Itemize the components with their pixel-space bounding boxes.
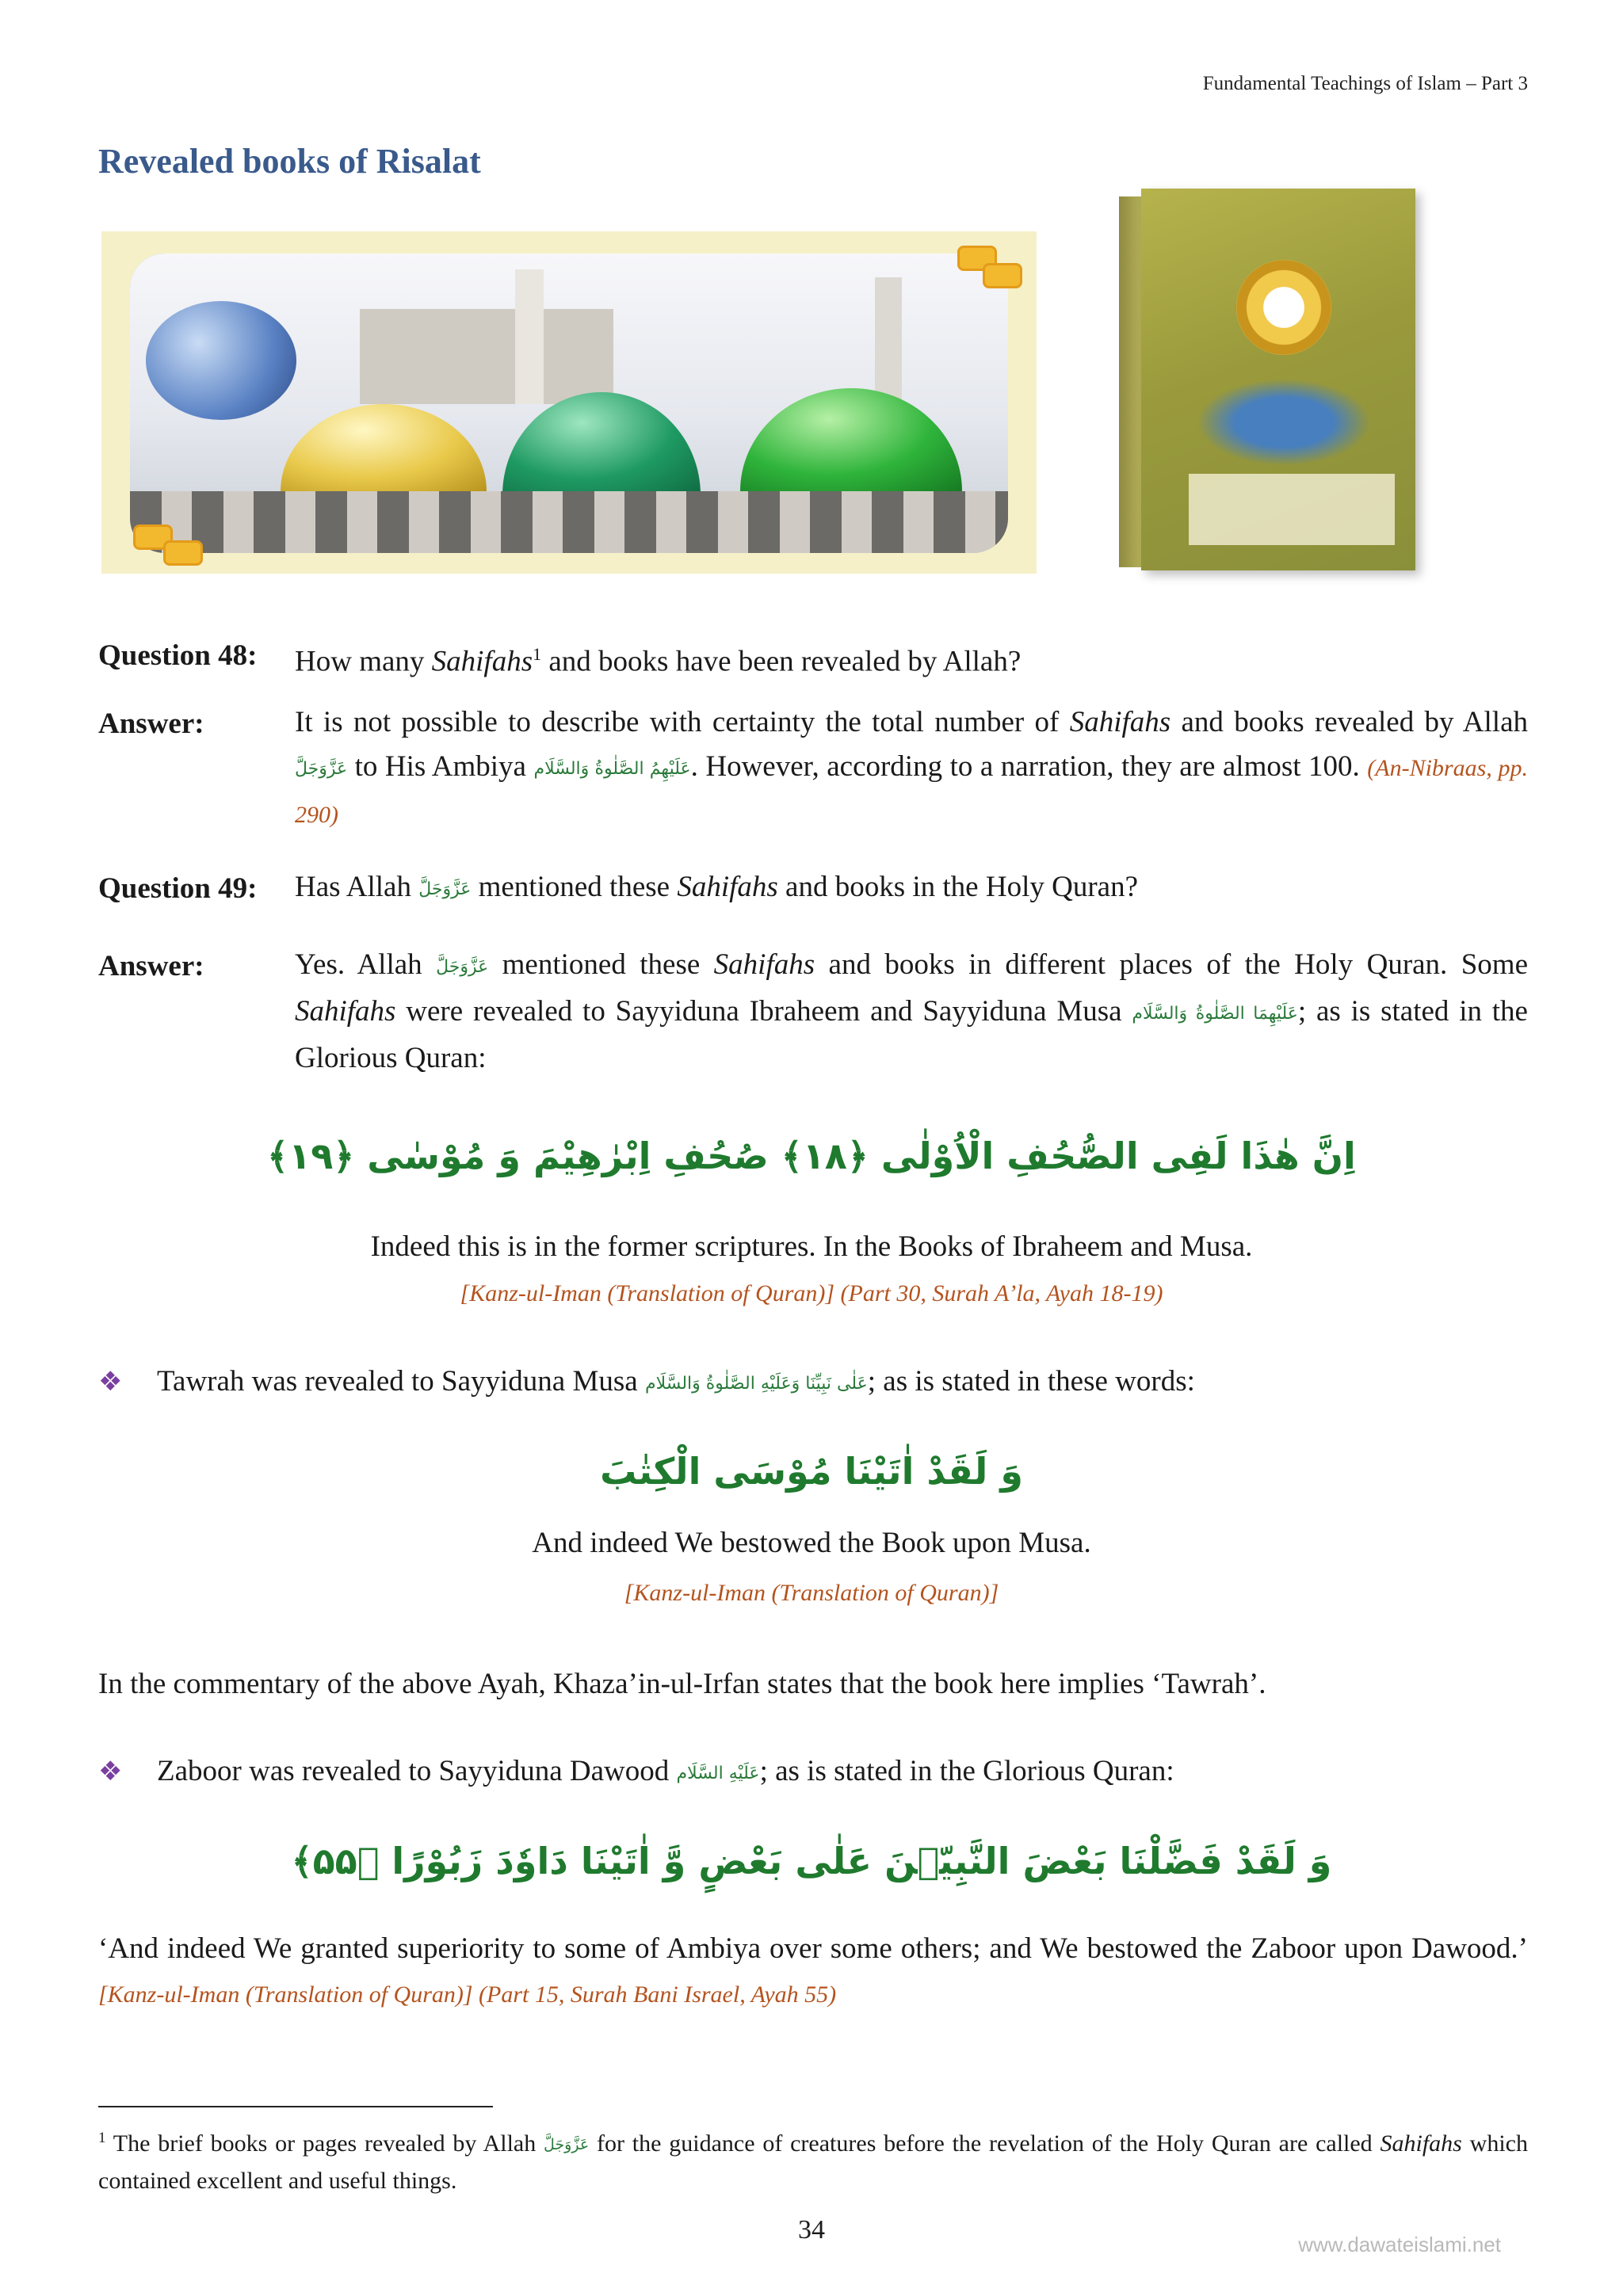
bullet-tawrah: Tawrah was revealed to Sayyiduna Musa عَلٰى نَبِیِّنَا وَعَلَیْهِ الصَّلٰوةُ وَالسَّلَام; as is stated in these words: bbox=[157, 1365, 1195, 1398]
honorific: عَزَّوَجَلَّ bbox=[418, 879, 472, 899]
verse-1-reference: [Kanz-ul-Iman (Translation of Quran)] (Part 30, Surah A’la, Ayah 18-19) bbox=[460, 1280, 1163, 1306]
question-49-label: Question 49: bbox=[98, 872, 258, 905]
verse-3-reference: [Kanz-ul-Iman (Translation of Quran)] (Part 15, Surah Bani Israel, Ayah 55) bbox=[98, 1981, 837, 2008]
answer-49-label: Answer: bbox=[98, 950, 204, 982]
question-48-text: How many Sahifahs$^1$ and books have been revealed by Allah? bbox=[295, 644, 1022, 678]
section-title: Revealed books of Risalat bbox=[98, 142, 481, 181]
verse-2-translation: And indeed We bestowed the Book upon Musa. bbox=[532, 1527, 1091, 1559]
verse-3-translation: ‘And indeed We granted superiority to some of Ambiya over some others; and We bestowed the Zaboor upon Dawood.’ [Kanz-ul-Iman (Translation of Quran)] (Part 15, Surah Bani Israel, Ayah 55) bbox=[98, 1932, 1528, 2008]
arches bbox=[130, 491, 1008, 553]
answer-48-text: It is not possible to describe with certainty the total number of Sahifahs and books revealed by Allah عَزَّوَجَلَّ to His Ambiya عَلَيْهِمُ الصَّلٰوةُ وَالسَّلَام. However, according to a narration, they are almost 100. (An-Nibraas, pp. 290) bbox=[295, 706, 1529, 828]
quran-verse-2: وَ لَقَدْ اٰتَیْنَا مُوْسَى الْكِتٰبَ bbox=[600, 1450, 1023, 1493]
honorific: عَلَيْهِمَا الصَّلٰوةُ وَالسَّلَام bbox=[1132, 1004, 1298, 1024]
answer-48-label: Answer: bbox=[98, 707, 204, 740]
question-49-text: Has Allah عَزَّوَجَلَّ mentioned these Sahifahs and books in the Holy Quran? bbox=[295, 871, 1138, 903]
quran-verse-3: وَ لَقَدْ فَضَّلْنَا بَعْضَ النَّبِیّٖنَ عَلٰى بَعْضٍ وَّ اٰتَیْنَا دَاوٗدَ زَبُوْرًا ﴿۵۵﴾ bbox=[291, 1840, 1332, 1882]
footnote-divider bbox=[98, 2106, 493, 2107]
book-cover-image bbox=[1119, 189, 1417, 570]
question-48-label: Question 48: bbox=[98, 639, 258, 672]
verse-2-reference: [Kanz-ul-Iman (Translation of Quran)] bbox=[624, 1580, 999, 1606]
honorific: عَلَيْهِ السَّلَام bbox=[676, 1764, 760, 1783]
honorific: عَلَيْهِمُ الصَّلٰوةُ وَالسَّلَام bbox=[533, 759, 691, 779]
honorific: عَزَّوَجَلَّ bbox=[295, 759, 348, 779]
verse-1-translation: Indeed this is in the former scriptures. In the Books of Ibraheem and Musa. bbox=[370, 1230, 1253, 1263]
reference: (An-Nibraas, pp. 290) bbox=[295, 755, 1529, 828]
bullet-icon: ❖ bbox=[98, 1756, 123, 1787]
watermark: www.dawateislami.net bbox=[1298, 2233, 1501, 2256]
book-seal-emblem bbox=[1236, 260, 1331, 355]
honorific: عَلٰى نَبِیِّنَا وَعَلَیْهِ الصَّلٰوةُ وَالسَّلَام bbox=[644, 1374, 868, 1394]
page-number: 34 bbox=[798, 2215, 825, 2245]
honorific: عَزَّوَجَلَّ bbox=[544, 2136, 590, 2153]
commentary-paragraph: In the commentary of the above Ayah, Khaza’in-ul-Irfan states that the book here implies ‘Tawrah’. bbox=[98, 1668, 1266, 1700]
banner-image bbox=[101, 231, 1037, 574]
answer-49-text: Yes. Allah عَزَّوَجَلَّ mentioned these Sahifahs and books in different places of the Holy Quran. Some Sahifahs were revealed to Sayyiduna Ibraheem and Sayyiduna Musa عَلَيْهِمَا الصَّلٰوةُ وَالسَّلَام; as is stated in the Glorious Quran: bbox=[295, 948, 1528, 1074]
bullet-zaboor: Zaboor was revealed to Sayyiduna Dawood عَلَيْهِ السَّلَام; as is stated in the Glorious Quran: bbox=[157, 1755, 1174, 1787]
running-header: Fundamental Teachings of Islam – Part 3 bbox=[1202, 73, 1528, 94]
banner-frame bbox=[130, 254, 1008, 553]
globe-graphic bbox=[146, 301, 296, 420]
quran-verse-1: اِنَّ هٰذَا لَفِی الصُّحُفِ الْاُوْلٰى ﴿۱۸﴾ صُحُفِ اِبْرٰهِیْمَ وَ مُوْسٰى ﴿۱۹﴾ bbox=[267, 1135, 1356, 1177]
honorific: عَزَّوَجَلَّ bbox=[436, 957, 489, 977]
footnote-ref: 1 bbox=[533, 644, 542, 664]
bullet-icon: ❖ bbox=[98, 1366, 123, 1398]
footnote: $^1$ The brief books or pages revealed by Allah عَزَّوَجَلَّ for the guidance of creatures before the revelation of the Holy Quran are called Sahifahs which contained excellent and useful things. bbox=[98, 2130, 1528, 2194]
